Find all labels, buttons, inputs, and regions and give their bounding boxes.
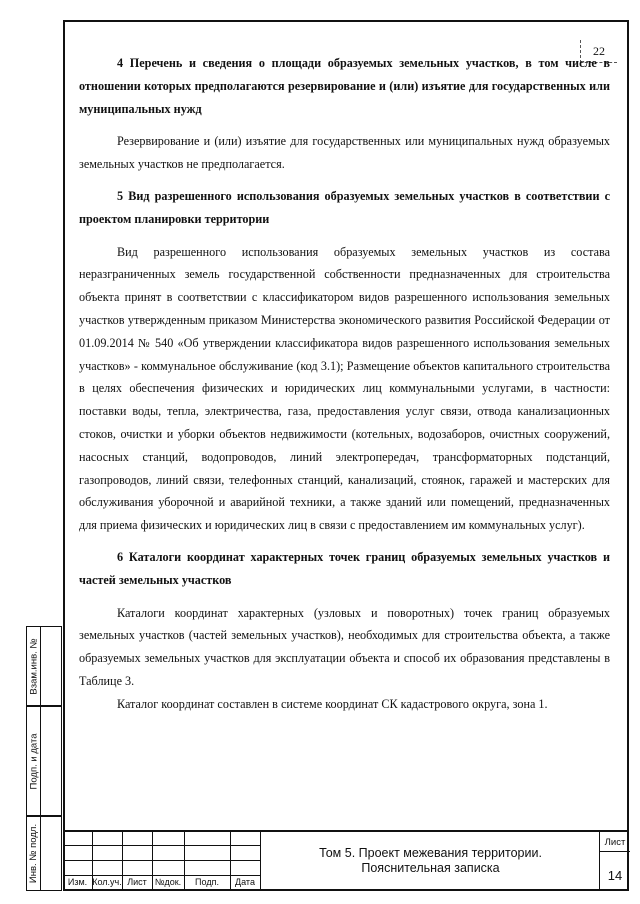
side-label-podp: Подп. и дата	[28, 733, 40, 789]
document-title-line-1: Том 5. Проект межевания территории.	[319, 845, 542, 860]
side-box-inv	[26, 816, 62, 891]
sheet-number: 14	[607, 868, 623, 883]
section-6-paragraph-2: Каталог координат составлен в системе координат СК кадастрового округа, зона 1.	[117, 696, 548, 711]
side-box-podp	[26, 706, 62, 816]
sheet-label: Лист	[604, 837, 626, 848]
stamp-col-list: Лист	[127, 877, 147, 887]
section-5-heading: 5 Вид разрешенного использования образуемых земельных участков в соответствии с проектом планировки территории	[79, 188, 610, 226]
stamp-col-ndok: №док.	[154, 877, 182, 887]
page-number-top: 22	[580, 40, 617, 63]
side-label-vzam: Взам.инв. №	[28, 637, 40, 695]
title-block	[63, 830, 629, 891]
section-4-heading: 4 Перечень и сведения о площади образуемых земельных участков, в том числе в отношении которых предполагаются резервирование и (или) изъятие для государственных или муниципальных нужд	[79, 56, 610, 116]
title-block-grid	[63, 830, 260, 891]
stamp-col-data: Дата	[235, 877, 255, 887]
section-5-paragraph: Вид разрешенного использования образуемых земельных участков из состава неразграниченных земель государственной собственности предназначенных для строительства объекта принят в соответствии с классификатором видов разрешенного использования земельных участков утвержденным приказом Министерства экономического развития Российской Федерации от 01.09.2014 № 540 «Об утверждении классификатора видов разрешенного использования земельных участков» - коммунальное обслуживание (код 3.1); Размещение объектов капитального строительства в целях обеспечения физических и юридических лиц коммунальными услугами, в частности: поставки воды, тепла, электричества, газа, предоставления услуг связи, отвода канализационных стоков, очистки и уборки объектов недвижимости (котельных, водозаборов, очистных сооружений, насосных станций, водопроводов, линий электропередач, трансформаторных подстанций, газопроводов, линий связи, телефонных станций, канализаций, стоянок, гаражей и мастерских для обслуживания уборочной и аварийной техники, а также зданий или помещений, предназначенных для приема физических и юридических лиц в связи с предоставлением им коммунальных услуг).	[79, 244, 610, 533]
document-body	[79, 52, 610, 716]
section-4-paragraph: Резервирование и (или) изъятие для государственных или муниципальных нужд образуемых земельных участков не предполагается.	[79, 134, 610, 172]
side-label-inv: Инв. № подл.	[28, 823, 40, 884]
side-box-vzam	[26, 626, 62, 706]
stamp-col-kolich: Кол.уч.	[92, 877, 122, 887]
section-6-paragraph-1: Каталоги координат характерных (узловых и поворотных) точек границ образуемых земельных участков (частей земельных участков), необходимых для строительства объекта, а также образуемых земельных участков для эксплуатации объекта и способ их образования представлены в Таблице 3.	[79, 605, 610, 688]
sheet-cell	[599, 830, 630, 891]
stamp-col-izm: Изм.	[67, 877, 88, 887]
document-title-line-2: Пояснительная записка	[361, 860, 500, 875]
stamp-col-podp: Подп.	[195, 877, 219, 887]
document-title	[260, 830, 600, 891]
section-6-heading: 6 Каталоги координат характерных точек границ образуемых земельных участков и частей земельных участков	[79, 549, 610, 587]
